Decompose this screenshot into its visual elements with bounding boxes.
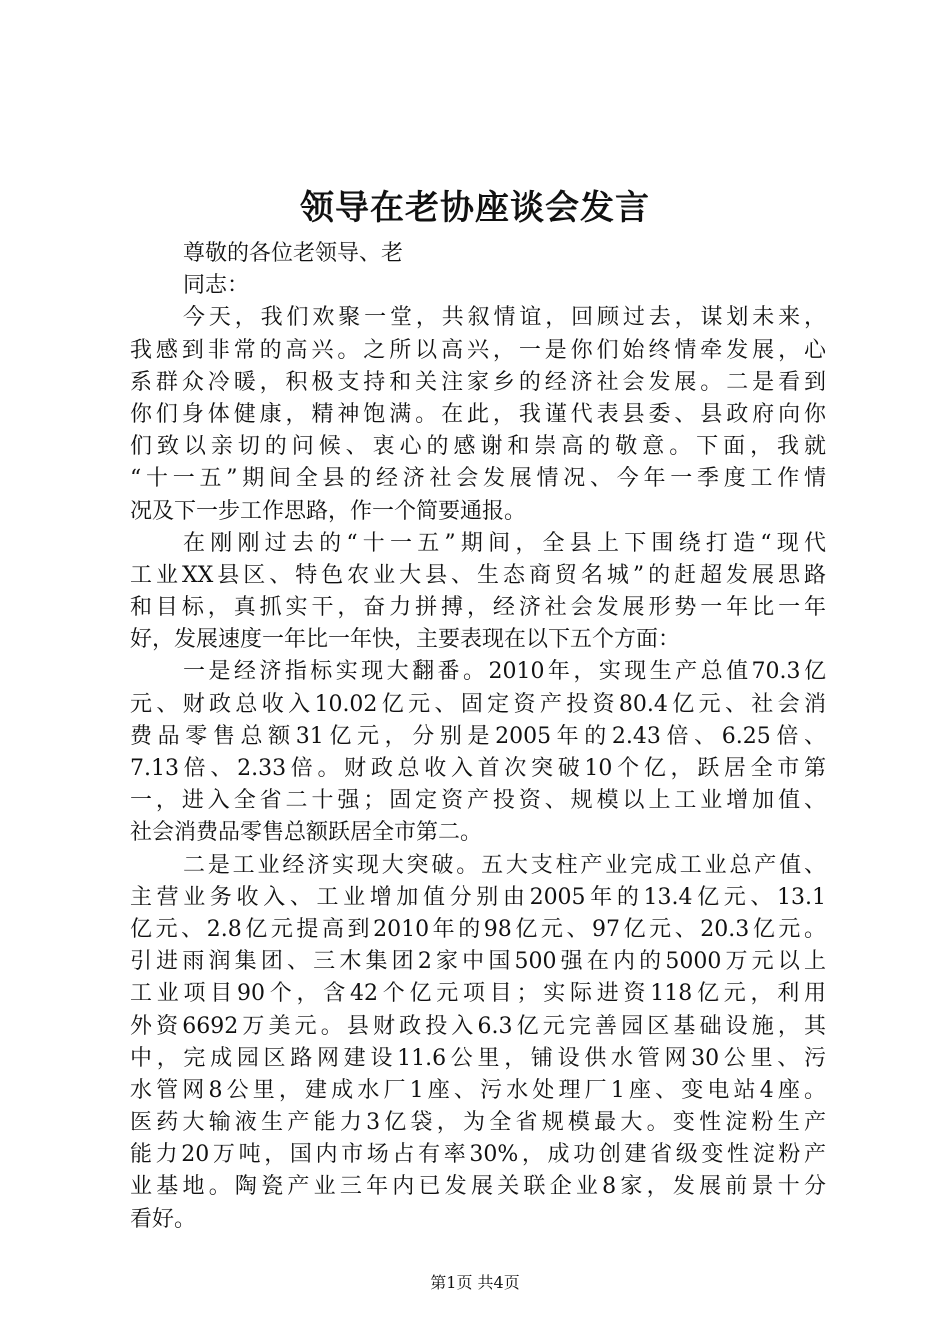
paragraph-line: 业基地。陶瓷产业三年内已发展关联企业8家，发展前景十分 [130, 1174, 826, 1200]
paragraph-line: 况及下一步工作思路，作一个简要通报。 [130, 498, 527, 524]
paragraph-line: 引进雨润集团、三木集团2家中国500强在内的5000万元以上 [130, 949, 826, 975]
paragraph-line: 元、财政总收入10.02亿元、固定资产投资80.4亿元、社会消 [130, 691, 826, 717]
paragraph-line: 医药大输液生产能力3亿袋，为全省规模最大。变性淀粉生产 [130, 1110, 826, 1136]
paragraph-line: 和目标，真抓实干，奋力拼搏，经济社会发展形势一年比一年 [130, 595, 826, 621]
paragraph-line: 外资6692万美元。县财政投入6.3亿元完善园区基础设施，其 [130, 1013, 826, 1039]
paragraph-line: 亿元、2.8亿元提高到2010年的98亿元、97亿元、20.3亿元。 [130, 916, 826, 942]
salutation-line: 同志： [183, 273, 250, 299]
document-body [130, 238, 826, 1236]
paragraph-line: 系群众冷暖，积极支持和关注家乡的经济社会发展。二是看到 [130, 369, 826, 395]
paragraph-line: 7.13倍、2.33倍。财政总收入首次突破10个亿，跃居全市第 [130, 756, 826, 781]
paragraph-line: 社会消费品零售总额跃居全市第二。 [130, 820, 483, 846]
page-title: 领导在老协座谈会发言 [300, 188, 650, 228]
paragraph-line: 一，进入全省二十强；固定资产投资、规模以上工业增加值、 [130, 788, 826, 814]
paragraph-line: 我感到非常的高兴。之所以高兴，一是你们始终情牵发展，心 [130, 337, 826, 363]
paragraph-line: 水管网8公里，建成水厂1座、污水处理厂1座、变电站4座。 [130, 1077, 826, 1103]
paragraph-line: 你们身体健康，精神饱满。在此，我谨代表县委、县政府向你 [130, 401, 826, 427]
paragraph-line: 二是工业经济实现大突破。五大支柱产业完成工业总产值、 [183, 852, 826, 878]
paragraph-line: 看好。 [130, 1206, 197, 1232]
paragraph-line: 一是经济指标实现大翻番。2010年，实现生产总值70.3亿 [183, 659, 826, 685]
paragraph-line: 今天，我们欢聚一堂，共叙情谊，回顾过去，谋划未来， [183, 305, 826, 331]
page-footer: 第1页 共4页 [430, 1273, 520, 1292]
paragraph-line: 们致以亲切的问候、衷心的感谢和崇高的敬意。下面，我就 [130, 434, 826, 460]
paragraph-line: 费品零售总额31亿元，分别是2005年的2.43倍、6.25倍、 [130, 723, 826, 749]
paragraph-line: 好，发展速度一年比一年快，主要表现在以下五个方面： [130, 627, 681, 653]
paragraph-line: 在刚刚过去的“十一五”期间，全县上下围绕打造“现代 [183, 530, 826, 556]
salutation-line: 尊敬的各位老领导、老 [183, 241, 404, 266]
paragraph-line: 主营业务收入、工业增加值分别由2005年的13.4亿元、13.1 [130, 884, 826, 910]
paragraph-line: 中，完成园区路网建设11.6公里，铺设供水管网30公里、污 [130, 1045, 826, 1071]
paragraph-line: 能力20万吨，国内市场占有率30%，成功创建省级变性淀粉产 [130, 1142, 826, 1168]
paragraph-line: 工业项目90个，含42个亿元项目；实际进资118亿元，利用 [130, 981, 826, 1007]
paragraph-line: 工业XX县区、特色农业大县、生态商贸名城”的赶超发展思路 [130, 562, 826, 588]
paragraph-line: “十一五”期间全县的经济社会发展情况、今年一季度工作情 [130, 466, 826, 492]
